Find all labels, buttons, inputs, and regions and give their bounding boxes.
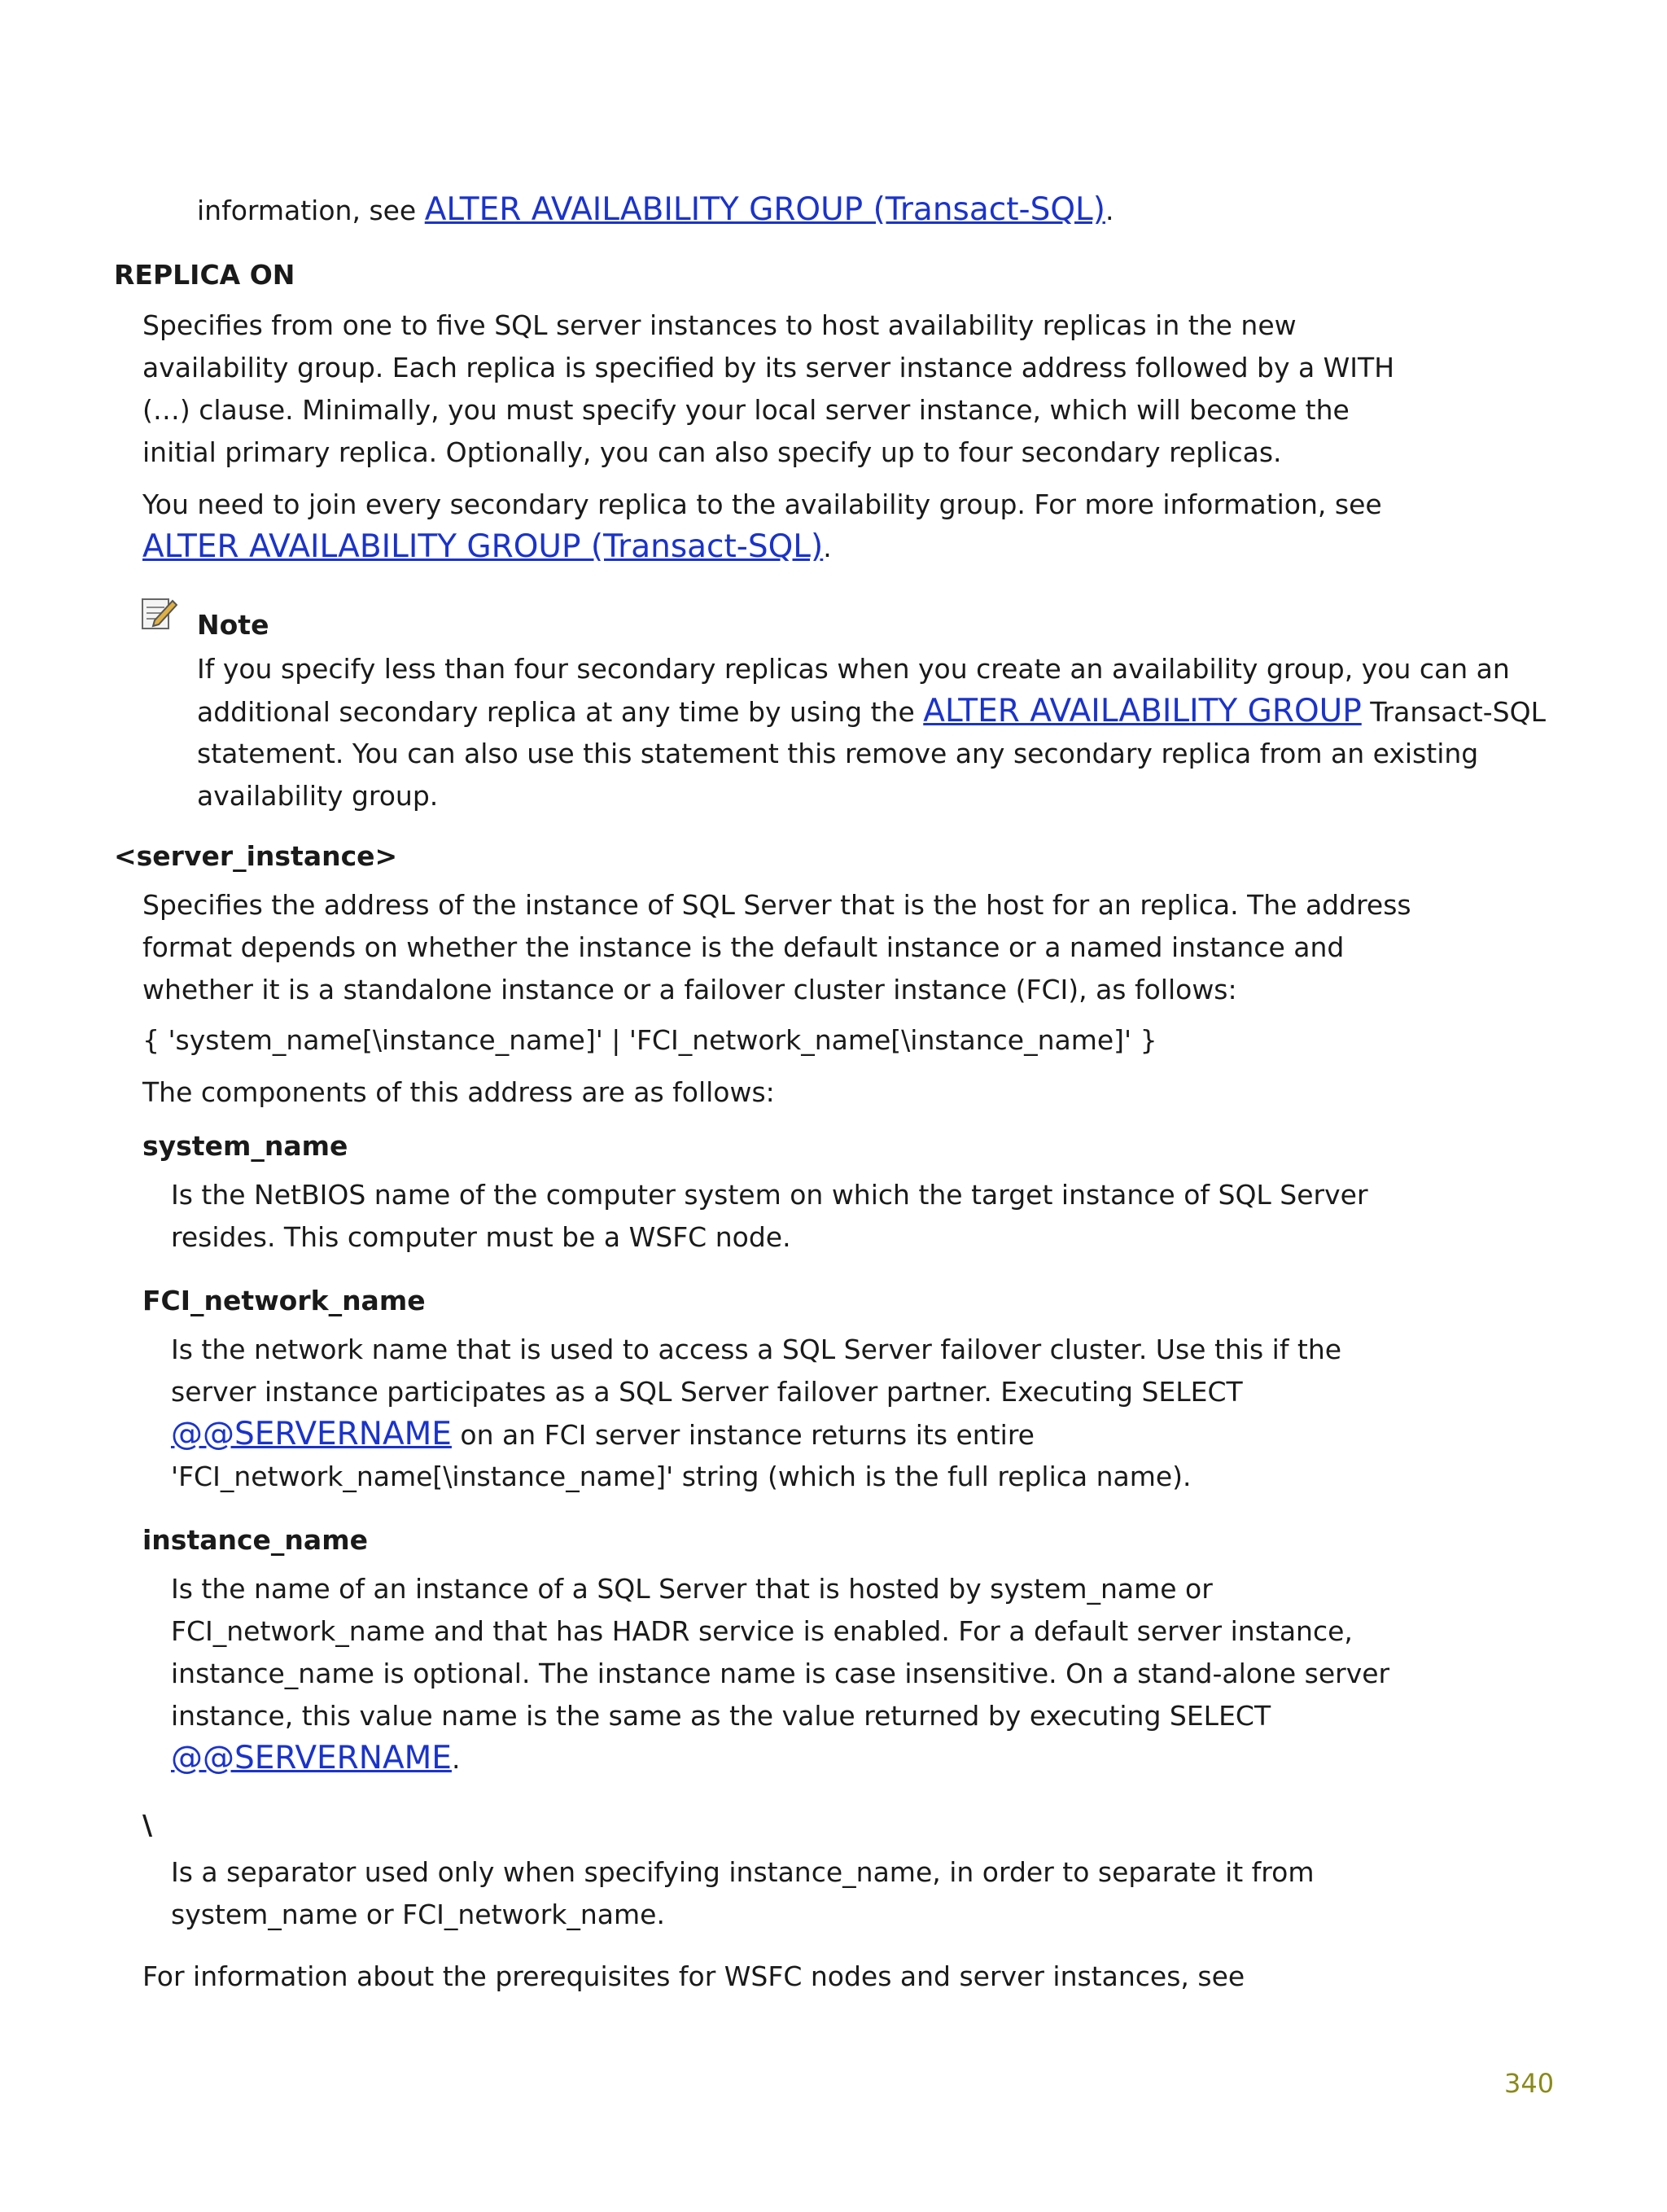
heading-instance-name: instance_name: [142, 1524, 368, 1556]
heading-fci-network-name: FCI_network_name: [142, 1285, 426, 1316]
text-line: Specifies from one to five SQL server instances to host availability replicas in the new: [142, 309, 1297, 341]
text-line: format depends on whether the instance is the default instance or a named instance and: [142, 931, 1345, 963]
alter-ag-note-link[interactable]: ALTER AVAILABILITY GROUP: [923, 693, 1362, 729]
heading-replica-on: REPLICA ON: [114, 259, 295, 291]
note-line2-tail: Transact-SQL: [1361, 696, 1546, 728]
text-line: FCI_network_name and that has HADR service is enabled. For a default server instance,: [171, 1615, 1353, 1647]
instance-name-period: .: [451, 1743, 461, 1775]
text-line: resides. This computer must be a WSFC node.: [171, 1221, 791, 1253]
text-line: Specifies the address of the instance of SQL Server that is the host for an replica. The address: [142, 889, 1411, 921]
text-line: Is the name of an instance of a SQL Server that is hosted by system_name or: [171, 1573, 1213, 1605]
alter-ag-link[interactable]: ALTER AVAILABILITY GROUP (Transact-SQL): [142, 528, 824, 565]
instance-name-paragraph: [171, 1568, 1389, 1780]
text-line: If you specify less than four secondary replicas when you create an availability group, you can an: [197, 653, 1510, 685]
text-line: instance, this value name is the same as the value returned by executing SELECT: [171, 1700, 1271, 1732]
note-icon: [140, 594, 177, 632]
text-line: system_name or FCI_network_name.: [171, 1899, 665, 1930]
text-line: whether it is a standalone instance or a failover cluster instance (FCI), as follows:: [142, 974, 1237, 1005]
fci-paragraph: [171, 1329, 1341, 1498]
join-paragraph: [142, 484, 1382, 568]
backslash-paragraph: [171, 1851, 1314, 1936]
alter-ag-link[interactable]: ALTER AVAILABILITY GROUP (Transact-SQL): [424, 191, 1105, 228]
note-body: [197, 648, 1546, 817]
text-line: statement. You can also use this statement this remove any secondary replica from an existing: [197, 738, 1479, 769]
intro-text: information, see: [197, 195, 425, 226]
replica-on-paragraph: [142, 304, 1394, 474]
system-name-paragraph: [171, 1174, 1368, 1259]
text-line: instance_name is optional. The instance name is case insensitive. On a stand-alone server: [171, 1658, 1390, 1689]
heading-system-name: system_name: [142, 1130, 348, 1162]
servername-link[interactable]: @@SERVERNAME: [171, 1740, 452, 1776]
text-line: You need to join every secondary replica to the availability group. For more information, see: [142, 488, 1382, 520]
text-line: Is a separator used only when specifying instance_name, in order to separate it from: [171, 1856, 1315, 1888]
syntax-line: { 'system_name[\instance_name]' | 'FCI_network_name[\instance_name]' }: [142, 1024, 1157, 1056]
heading-server-instance: <server_instance>: [114, 840, 398, 872]
server-instance-paragraph: [142, 884, 1411, 1011]
text-line: 'FCI_network_name[\instance_name]' string (which is the full replica name).: [171, 1461, 1192, 1492]
text-line: Is the NetBIOS name of the computer system on which the target instance of SQL Server: [171, 1179, 1368, 1211]
text-line: (…) clause. Minimally, you must specify your local server instance, which will become the: [142, 394, 1350, 426]
join-period: .: [823, 532, 832, 563]
text-line: availability group. Each replica is specified by its server instance address followed by a WITH: [142, 352, 1395, 383]
text-line: initial primary replica. Optionally, you can also specify up to four secondary replicas.: [142, 436, 1282, 468]
intro-line: [197, 189, 1114, 232]
text-line: availability group.: [197, 780, 439, 812]
intro-period: .: [1105, 195, 1114, 226]
prerequisites-line: For information about the prerequisites for WSFC nodes and server instances, see: [142, 1960, 1245, 1992]
note-line2-text: additional secondary replica at any time by using the: [197, 696, 924, 728]
text-line: Is the network name that is used to access a SQL Server failover cluster. Use this if the: [171, 1334, 1342, 1365]
page-number: 340: [1504, 2068, 1555, 2099]
servername-link[interactable]: @@SERVERNAME: [171, 1416, 452, 1452]
fci-line3-tail: on an FCI server instance returns its entire: [451, 1419, 1035, 1451]
note-title: Note: [197, 609, 269, 641]
components-line: The components of this address are as follows:: [142, 1076, 775, 1108]
heading-backslash: \: [142, 1809, 153, 1841]
text-line: server instance participates as a SQL Server failover partner. Executing SELECT: [171, 1376, 1243, 1408]
